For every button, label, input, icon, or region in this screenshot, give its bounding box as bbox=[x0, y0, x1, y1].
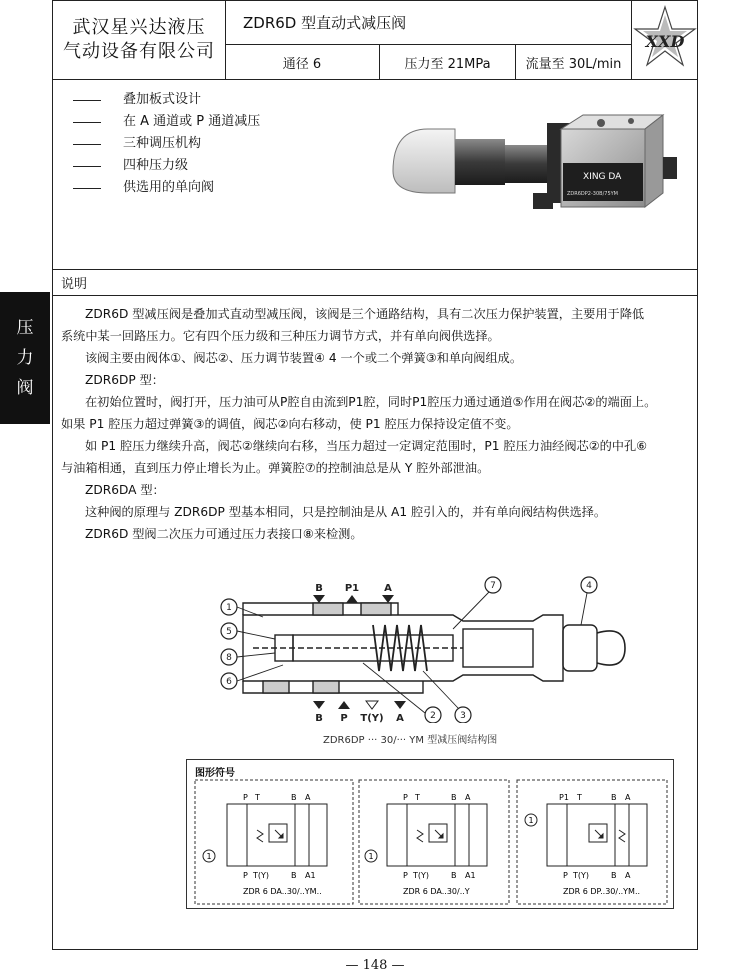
svg-text:A: A bbox=[305, 793, 311, 802]
svg-text:1: 1 bbox=[528, 816, 534, 825]
company-name bbox=[53, 1, 226, 79]
svg-text:B: B bbox=[611, 871, 617, 880]
logo-text: XXD bbox=[645, 32, 685, 51]
svg-text:A1: A1 bbox=[465, 871, 476, 880]
diagram-caption: ZDR6DP ··· 30/··· YM 型减压阀结构图 bbox=[323, 735, 498, 746]
header bbox=[53, 1, 697, 80]
graphic-symbols bbox=[186, 759, 674, 909]
product-title: ZDR6D 型直动式减压阀 bbox=[225, 1, 631, 45]
svg-text:ZDR 6 DP..30/..YM..: ZDR 6 DP..30/..YM.. bbox=[563, 887, 641, 896]
section-title: 说明 bbox=[61, 277, 88, 292]
svg-text:3: 3 bbox=[460, 711, 466, 721]
symbols-title: 图形符号 bbox=[195, 768, 235, 779]
svg-text:P1: P1 bbox=[559, 793, 569, 802]
svg-text:8: 8 bbox=[226, 653, 232, 663]
symbol-panel-2 bbox=[359, 780, 509, 904]
port-top-a: A bbox=[384, 583, 392, 594]
spec-pressure: 压力至 21MPa bbox=[380, 45, 516, 79]
svg-text:B: B bbox=[291, 871, 297, 880]
feature-item: 四种压力级 bbox=[67, 155, 260, 177]
port-top-p1: P1 bbox=[344, 583, 360, 594]
structure-diagram bbox=[163, 573, 633, 723]
company-line-2: 气动设备有限公司 bbox=[63, 41, 215, 62]
svg-text:1: 1 bbox=[226, 603, 232, 613]
spec-flow: 流量至 30L/min bbox=[525, 56, 622, 72]
svg-text:ZDR 6 DA..30/..YM..: ZDR 6 DA..30/..YM.. bbox=[243, 887, 322, 896]
svg-text:7: 7 bbox=[490, 581, 496, 591]
svg-text:B: B bbox=[451, 793, 457, 802]
svg-text:P: P bbox=[243, 793, 248, 802]
page-number: — 148 — bbox=[345, 958, 405, 973]
svg-text:A: A bbox=[625, 871, 631, 880]
port-top-b: B bbox=[315, 583, 323, 594]
svg-text:P: P bbox=[403, 871, 408, 880]
description-text: ZDR6D 型减压阀是叠加式直动型减压阀，该阀是三个通路结构，具有二次压力保护装置，主要用于降低 系统中某一回路压力。它有四个压力级和三种压力调节方式，并有单向阀供选择。 该阀主要由阀体①、阀芯②、压力调节装置④ 4 一个或二个弹簧③和单向阀组成。 ZDR6DP 型： 在初始位置时，阀打开，压力油可从P腔自由流到P1腔，同时P1腔压力通过通道⑤作用在阀芯②的端面上。 如果 P1 腔压力超过弹簧③的调值，阀芯②向右移动，使 P1 腔压力保持设定值不变。 如 P1 腔压力继续升高，阀芯②继续向右移，当压力超过一定调定范围时，P1 腔压力油经阀芯②的中孔⑥ 与油箱相通，直到压力停止增长为止。弹簧腔⑦的控制油总是从 Y 腔外部泄油。 ZDR6DA 型： 这种阀的原理与 ZDR6DP 型基本相同，只是控制油是从 A1 腔引入的，并有单向阀结构供选择。 ZDR6D 型阀二次压力可通过压力表接口⑧来检测。 bbox=[61, 307, 657, 541]
svg-text:P: P bbox=[563, 871, 568, 880]
svg-text:2: 2 bbox=[430, 711, 436, 721]
feature-item: 叠加板式设计 bbox=[67, 89, 260, 111]
svg-text:T(Y): T(Y) bbox=[413, 871, 430, 880]
port-bottom-t: T(Y) bbox=[360, 713, 384, 723]
svg-text:T: T bbox=[255, 793, 260, 802]
svg-text:A1: A1 bbox=[305, 871, 316, 880]
svg-text:T(Y): T(Y) bbox=[573, 871, 590, 880]
svg-text:B: B bbox=[611, 793, 617, 802]
page-frame bbox=[52, 0, 698, 950]
svg-text:T: T bbox=[577, 793, 582, 802]
svg-text:B: B bbox=[451, 871, 457, 880]
company-logo bbox=[631, 1, 699, 79]
svg-text:6: 6 bbox=[226, 677, 232, 687]
company-line-1: 武汉星兴达液压 bbox=[72, 17, 206, 38]
symbol-panel-3 bbox=[517, 780, 667, 904]
port-bottom-a: A bbox=[396, 713, 404, 723]
svg-text:1: 1 bbox=[368, 852, 374, 861]
svg-text:1: 1 bbox=[206, 852, 212, 861]
spec-bore: 通径 6 bbox=[225, 45, 380, 79]
svg-text:A: A bbox=[625, 793, 631, 802]
feature-item: 在 A 通道或 P 通道减压 bbox=[67, 111, 260, 133]
feature-list bbox=[67, 89, 260, 199]
port-bottom-b: B bbox=[315, 713, 323, 723]
port-bottom-p: P bbox=[340, 713, 348, 723]
product-brand-label: XING DA bbox=[583, 172, 622, 182]
svg-text:B: B bbox=[291, 793, 297, 802]
svg-text:A: A bbox=[465, 793, 471, 802]
svg-text:ZDR 6 DA..30/..Y: ZDR 6 DA..30/..Y bbox=[403, 887, 470, 896]
spec-row bbox=[225, 45, 631, 79]
symbol-panel-1 bbox=[195, 780, 353, 904]
feature-item: 三种调压机构 bbox=[67, 133, 260, 155]
svg-text:5: 5 bbox=[226, 627, 232, 637]
feature-item: 供选用的单向阀 bbox=[67, 177, 260, 199]
product-model-label: ZDR6DP2-30B/75YM bbox=[567, 191, 618, 197]
svg-text:P: P bbox=[243, 871, 248, 880]
svg-text:T: T bbox=[415, 793, 420, 802]
svg-text:T(Y): T(Y) bbox=[253, 871, 270, 880]
svg-text:4: 4 bbox=[586, 581, 592, 591]
product-photo bbox=[383, 101, 683, 221]
svg-text:P: P bbox=[403, 793, 408, 802]
section-tab: 压 力 阀 bbox=[0, 292, 50, 424]
